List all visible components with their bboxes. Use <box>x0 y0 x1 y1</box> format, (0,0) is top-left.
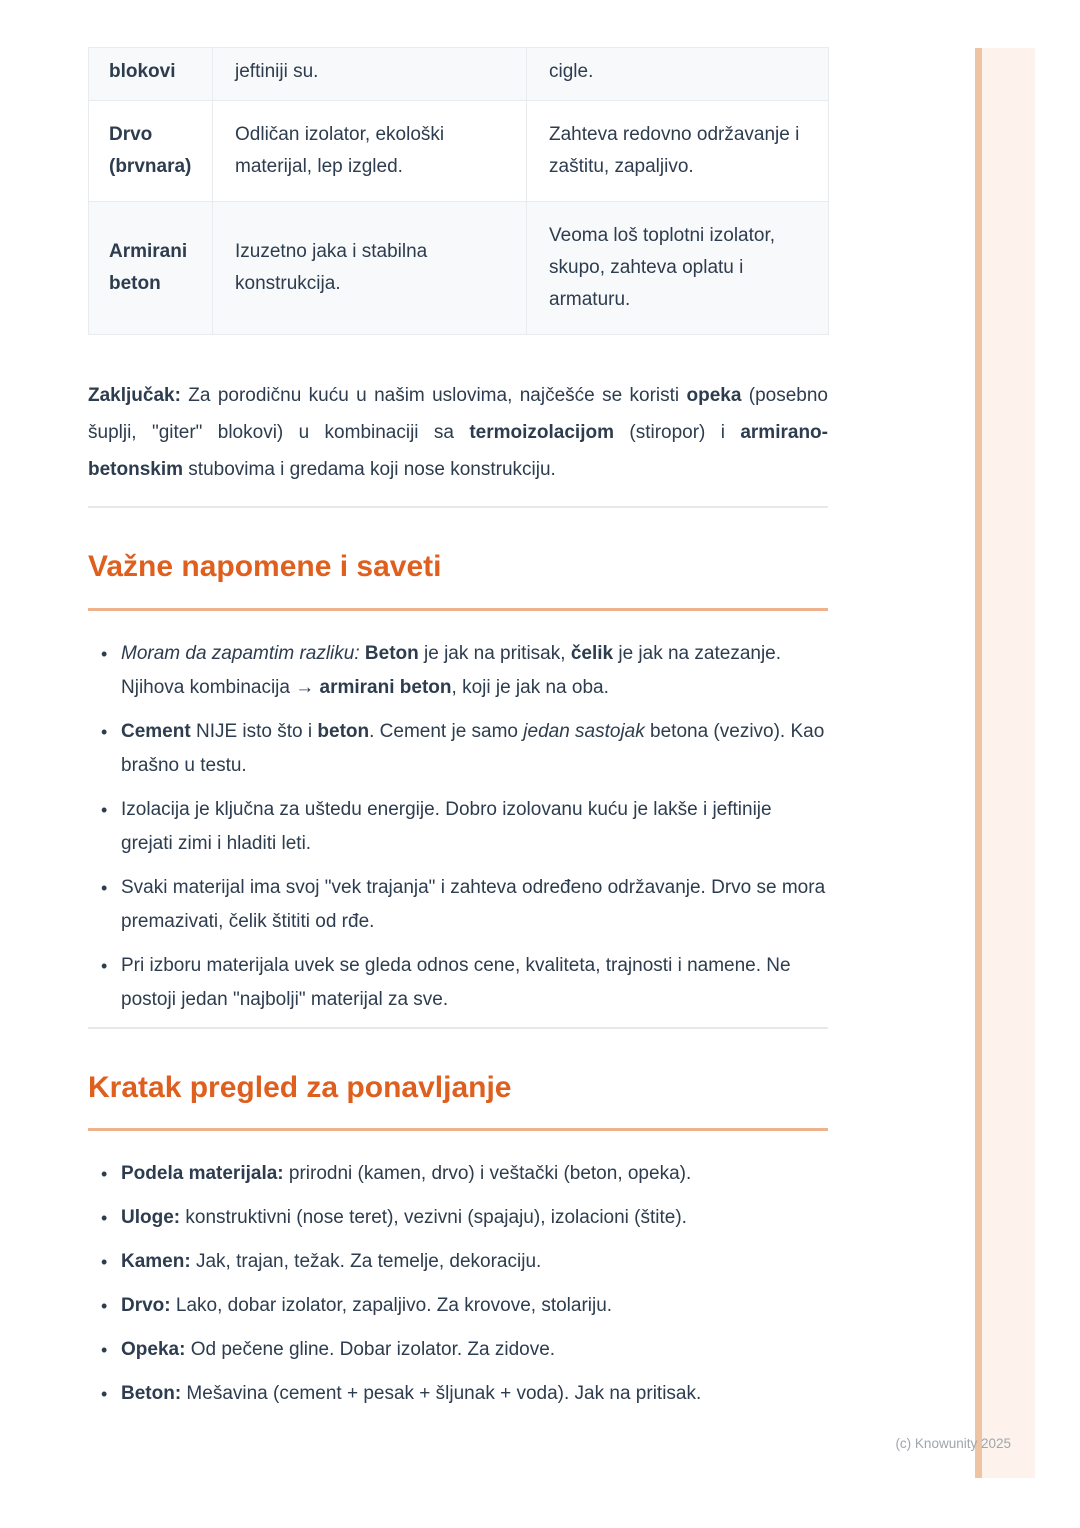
copyright-footer: (c) Knowunity 2025 <box>895 1436 1011 1451</box>
list-item: • Kamen: Jak, trajan, težak. Za temelje, dekoraciju. <box>88 1245 828 1279</box>
list-item: • Moram da zapamtim razliku: Beton je jak na pritisak, čelik je jak na zatezanje. Njihova kombinacija → armirani beton, koji je jak na oba. <box>88 637 828 705</box>
table-cell-material: Armirani beton <box>89 202 213 335</box>
table-row <box>89 202 829 335</box>
section-divider <box>88 506 828 508</box>
table-cell-advantages: Izuzetno jaka i stabilna konstrukcija. <box>213 202 527 335</box>
list-item: • Pri izboru materijala uvek se gleda odnos cene, kvaliteta, trajnosti i namene. Ne postoji jedan "najbolji" materijal za sve. <box>88 949 828 1017</box>
materials-comparison-table <box>88 47 829 335</box>
list-item: • Izolacija je ključna za uštedu energije. Dobro izolovanu kuću je lakše i jeftinije grejati zimi i hladiti leti. <box>88 793 828 861</box>
table-cell-material: blokovi <box>89 48 213 101</box>
list-item: • Opeka: Od pečene gline. Dobar izolator. Za zidove. <box>88 1333 828 1367</box>
table-cell-advantages: jeftiniji su. <box>213 48 527 101</box>
list-item: • Drvo: Lako, dobar izolator, zapaljivo. Za krovove, stolariju. <box>88 1289 828 1323</box>
section-title-review: Kratak pregled za ponavljanje <box>88 1069 828 1132</box>
conclusion-paragraph: Zaključak: Za porodičnu kuću u našim uslovima, najčešće se koristi opeka (posebno šuplji, "giter" blokovi) u kombinaciji sa termoizolacijom (stiropor) i armirano-betonskim stubovima i gredama koji nose konstrukciju. <box>88 385 828 480</box>
table-cell-advantages: Odličan izolator, ekološki materijal, lep izgled. <box>213 101 527 202</box>
list-item: • Podela materijala: prirodni (kamen, drvo) i veštački (beton, opeka). <box>88 1157 828 1191</box>
table-row <box>89 48 829 101</box>
section-title-notes: Važne napomene i saveti <box>88 548 828 611</box>
list-item: • Cement NIJE isto što i beton. Cement je samo jedan sastojak betona (vezivo). Kao brašno u testu. <box>88 715 828 783</box>
table-row <box>89 101 829 202</box>
document-content <box>88 0 828 1421</box>
table-cell-disadvantages: Zahteva redovno održavanje i zaštitu, zapaljivo. <box>527 101 829 202</box>
table-cell-disadvantages: Veoma loš toplotni izolator, skupo, zahteva oplatu i armaturu. <box>527 202 829 335</box>
review-bullet-list <box>88 1157 828 1411</box>
notes-bullet-list <box>88 637 828 1017</box>
table-cell-disadvantages: cigle. <box>527 48 829 101</box>
list-item: • Uloge: konstruktivni (nose teret), vezivni (spajaju), izolacioni (štite). <box>88 1201 828 1235</box>
table-cell-material: Drvo (brvnara) <box>89 101 213 202</box>
list-item: • Svaki materijal ima svoj "vek trajanja" i zahteva određeno održavanje. Drvo se mora premazivati, čelik štititi od rđe. <box>88 871 828 939</box>
decorative-side-bar <box>975 48 1035 1478</box>
list-item: • Beton: Mešavina (cement + pesak + šljunak + voda). Jak na pritisak. <box>88 1377 828 1411</box>
section-divider <box>88 1027 828 1029</box>
